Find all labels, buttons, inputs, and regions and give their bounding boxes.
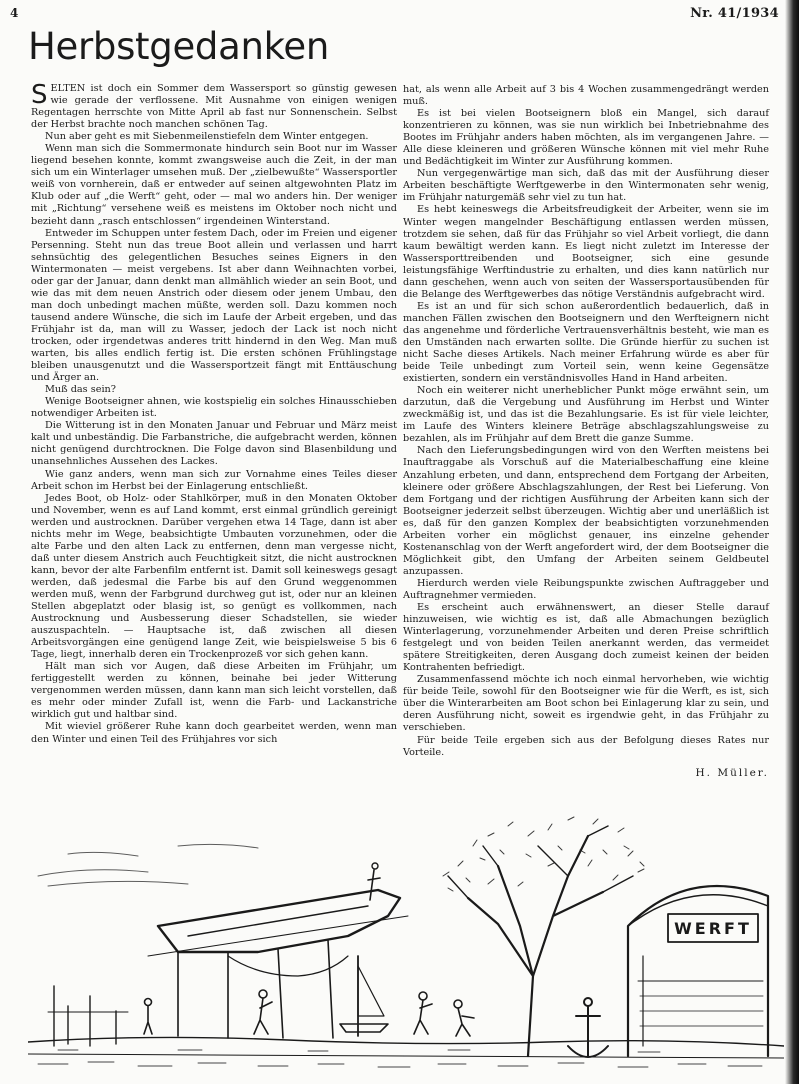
- paragraph: Für beide Teile ergeben sich aus der Befolgung dieses Rates nur Vorteile.: [403, 734, 769, 758]
- werft-sign: WERFT: [674, 919, 752, 938]
- article-title: Herbstgedanken: [28, 25, 330, 68]
- author-signature: H. Müller.: [695, 766, 769, 779]
- tree: [443, 817, 644, 1056]
- paragraph: Die Witterung ist in den Monaten Januar und Februar und März meist kalt und unbeständig. Die Farbanstriche, die aufgebracht werden, können nicht genügend durchtrocknen. Die Folge davon sind Blasenbildung und unansehnliches Aussehen des Lackes.: [31, 420, 397, 468]
- shipyard-shed: [628, 886, 768, 1056]
- paragraph: Nun aber geht es mit Siebenmeilenstiefeln dem Winter entgegen.: [45, 131, 369, 143]
- article-left-column: [31, 80, 397, 746]
- paragraph: Es ist an und für sich schon außerordentlich bedauerlich, daß in manchen Fällen zwischen den Bootseignern und den Werfteignern nicht das angenehme und förderliche Vertrauensverhältnis besteht, wie man es den Umständen nach erwarten sollte. Die Gründe hierfür zu suchen ist nicht Sache dieses Artikels. Nach meiner Erfahrung würde es aber für beide Teile unbedingt zum Vorteil sein, wenn keine Gegensätze existierten, sondern ein verständnisvolles Hand in Hand arbeiten.: [403, 300, 769, 385]
- paragraph: Mit wieviel größerer Ruhe kann doch gearbeitet werden, wenn man den Winter und einen Teil des Frühjahres vor sich: [31, 721, 397, 745]
- paragraph: SELTEN ist doch ein Sommer dem Wassersport so günstig gewesen wie gerade der verflossene. Mit Ausnahme von einigen wenigen Regentagen herrschte von Mitte April ab fast nur Sonnenschein. Selbst der Herbst brachte noch manchen schönen Tag.: [31, 80, 397, 131]
- paragraph: hat, als wenn alle Arbeit auf 3 bis 4 Wochen zusammengedrängt werden muß.: [403, 84, 769, 108]
- drop-cap: S: [31, 80, 48, 110]
- anchor: [568, 998, 608, 1057]
- boat-on-slip: [148, 863, 408, 1038]
- paragraph: Nach den Lieferungsbedingungen wird von den Werften meistens bei Inauftraggabe als Vorschuß auf die Materialbeschaffung eine kleine Anzahlung erbeten, und dann, entsprechend dem Fortgang der Arbeiten, kleinere oder größere Abschlagszahlungen, der Rest bei Lieferung. Von dem Fortgang und der richtigen Ausführung der Arbeiten kann sich der Bootseigner jederzeit selbst überzeugen. Wichtig aber und unerläßlich ist es, daß für den ganzen Komplex der beabsichtigten vorzunehmenden Arbeiten vorher ein möglichst genauer, ins einzelne gehender Kostenanschlag von der Werft angefordert wird, der dem Bootseigner die Möglichkeit gibt, den Umfang der Arbeiten seinem Geldbeutel anzupassen.: [403, 445, 769, 577]
- shipyard-illustration: [28, 806, 784, 1076]
- paragraph: Jedes Boot, ob Holz- oder Stahlkörper, muß in den Monaten Oktober und November, wenn es auf Land kommt, erst einmal gründlich gereinigt werden und austrocknen. Darüber vergehen etwa 14 Tage, dann ist aber nichts mehr im Wege, beabsichtigte Umbauten vorzunehmen, oder die alte Farbe und den alten Lack zu entfernen, denn man vergesse nicht, daß unter diesem Anstrich auch Feuchtigkeit sitzt, die nicht austrocknen kann, bevor der alte Farbenfilm entfernt ist. Damit soll keineswegs gesagt werden, daß jedesmal die Farbe bis auf den Grund weggenommen werden muß, wenn der Farbgrund durchweg gut ist, oder nur an kleinen Stellen abgeplatzt oder blasig ist, so genügt es vollkommen, nach Austrocknung und Ausbesserung dieser Schadstellen, sie wieder auszuspachteln. — Hauptsache ist, daß zwischen all diesen Arbeitsvorgängen eine genügend lange Zeit, wie beispielsweise 5 bis 6 Tage, liegt, innerhalb deren ein Trockenprozeß vor sich gehen kann.: [31, 492, 397, 661]
- page-number: 4: [10, 6, 19, 20]
- paragraph: Es hebt keineswegs die Arbeitsfreudigkeit der Arbeiter, wenn sie im Winter wegen mangelnder Beschäftigung entlassen werden müssen, trotzdem sie sehen, daß für das Frühjahr so viel Arbeit vorliegt, die dann kaum bewältigt werden kann. Es liegt nicht zuletzt im Interesse der Wassersporttreibenden und Bootseigner, sich eine gesunde leistungsfähige Werftindustrie zu erhalten, und dies kann natürlich nur dann geschehen, wenn auch von seiten der Wassersportausübenden für die Belange des Werftgewerbes das nötige Verständnis aufgebracht wird.: [403, 204, 769, 300]
- paragraph: Hierdurch werden viele Reibungspunkte zwischen Auftraggeber und Auftragnehmer vermieden.: [403, 577, 769, 601]
- paragraph: Nun vergegenwärtige man sich, daß das mit der Ausführung dieser Arbeiten beschäftigte Werftgewerbe in den Wintermonaten sehr wenig, im Frühjahr naturgemäß sehr viel zu tun hat.: [403, 168, 769, 204]
- paragraph: Es erscheint auch erwähnenswert, an dieser Stelle darauf hinzuweisen, wie wichtig es ist, daß alle Abmachungen bezüglich Winterlagerung, vorzunehmender Arbeiten und deren Preise schriftlich festgelegt und von beiden Teilen anerkannt werden, das vermeidet spätere Streitigkeiten, deren Ausgang doch zumeist keinen der beiden Kontrahenten befriedigt.: [403, 602, 769, 674]
- issue-number: Nr. 41/1934: [690, 6, 779, 21]
- paragraph: Wenige Bootseigner ahnen, wie kostspielig ein solches Hinausschieben notwendiger Arbeiten ist.: [31, 396, 397, 420]
- small-sailboat: [340, 956, 388, 1036]
- paragraph: Noch ein weiterer nicht unerheblicher Punkt möge erwähnt sein, um darzutun, daß die Vergebung und Ausführung im Herbst und Winter zweckmäßig ist, und das ist die Bezahlungsarie. Es ist für viele leichter, im Laufe des Winters kleinere Beträge abschlagszahlungsweise zu bezahlen, als im Frühjahr auf dem Brett die ganze Summe.: [403, 385, 769, 445]
- workers: [144, 990, 474, 1036]
- paragraph: Muß das sein?: [45, 384, 116, 396]
- paragraph: Entweder im Schuppen unter festem Dach, oder im Freien und eigener Persenning. Steht nun das treue Boot allein und verlassen und harrt sehnsüchtig des gelegentlichen Besuches seines Eigners in den Wintermonaten — meist vergebens. Ist aber dann Weihnachten vorbei, oder gar der Januar, dann denkt man allmählich wieder an sein Boot, und wie das mit dem neuen Anstrich oder diesem oder jenem Umbau, den man doch unbedingt machen müßte, werden soll. Dazu kommen noch tausend andere Wünsche, die sich im Laufe der Arbeit ergeben, und das Frühjahr ist da, man will zu Wasser, jedoch der Lack ist noch nicht trocken, oder irgendetwas anderes tritt hindernd in den Weg. Man muß warten, bis alles endlich fertig ist. Die ersten schönen Frühlingstage bleiben unausgenutzt und die Wassersportzeit fängt mit Enttäuschung und Ärger an.: [31, 227, 397, 384]
- paragraph: Hält man sich vor Augen, daß diese Arbeiten im Frühjahr, um fertiggestellt werden zu können, beinahe bei jeder Witterung vergenommen werden müssen, dann kann man sich leicht vorstellen, daß es mehr oder minder Zufall ist, wenn die Farb- und Lackanstriche wirklich gut und haltbar sind.: [31, 661, 397, 721]
- paragraph: Wenn man sich die Sommermonate hindurch sein Boot nur im Wasser liegend besehen konnte, kommt zwangsweise auch die Zeit, in der man sich um ein Winterlager umsehen muß. Der „zielbewußte“ Wassersportler weiß von vornherein, daß er entweder auf seinen altgewohnten Platz im Klub oder auf „die Werft“ geht, oder — mal wo anders hin. Der weniger mit „Richtung“ versehene weiß es meistens im Oktober noch nicht und bezieht dann „rasch entschlossen“ irgendeinen Winterstand.: [31, 143, 397, 227]
- paragraph: Es ist bei vielen Bootseignern bloß ein Mangel, sich darauf konzentrieren zu können, was sie nun wirklich bei Inbetriebnahme des Bootes im Frühjahr anders haben möchten, als im vergangenen Jahre. — Alle diese kleineren und größeren Wünsche können mit viel mehr Ruhe und Bedächtigkeit im Winter zur Ausführung kommen.: [403, 108, 769, 168]
- paragraph: Wie ganz anders, wenn man sich zur Vornahme eines Teiles dieser Arbeit schon im Herbst bei der Einlagerung entschließt.: [31, 468, 397, 492]
- ground: [28, 1037, 784, 1067]
- poles: [48, 986, 128, 1046]
- paragraph: Zusammenfassend möchte ich noch einmal hervorheben, wie wichtig für beide Teile, sowohl für den Bootseigner wie für die Werft, es ist, sich über die Winterarbeiten am Boot schon bei Einlagerung klar zu sein, und deren Ausführung nicht, soweit es irgendwie geht, in das Frühjahr zu verschieben.: [403, 674, 769, 734]
- article-right-column: [403, 84, 769, 779]
- sky-hatching: [38, 844, 258, 886]
